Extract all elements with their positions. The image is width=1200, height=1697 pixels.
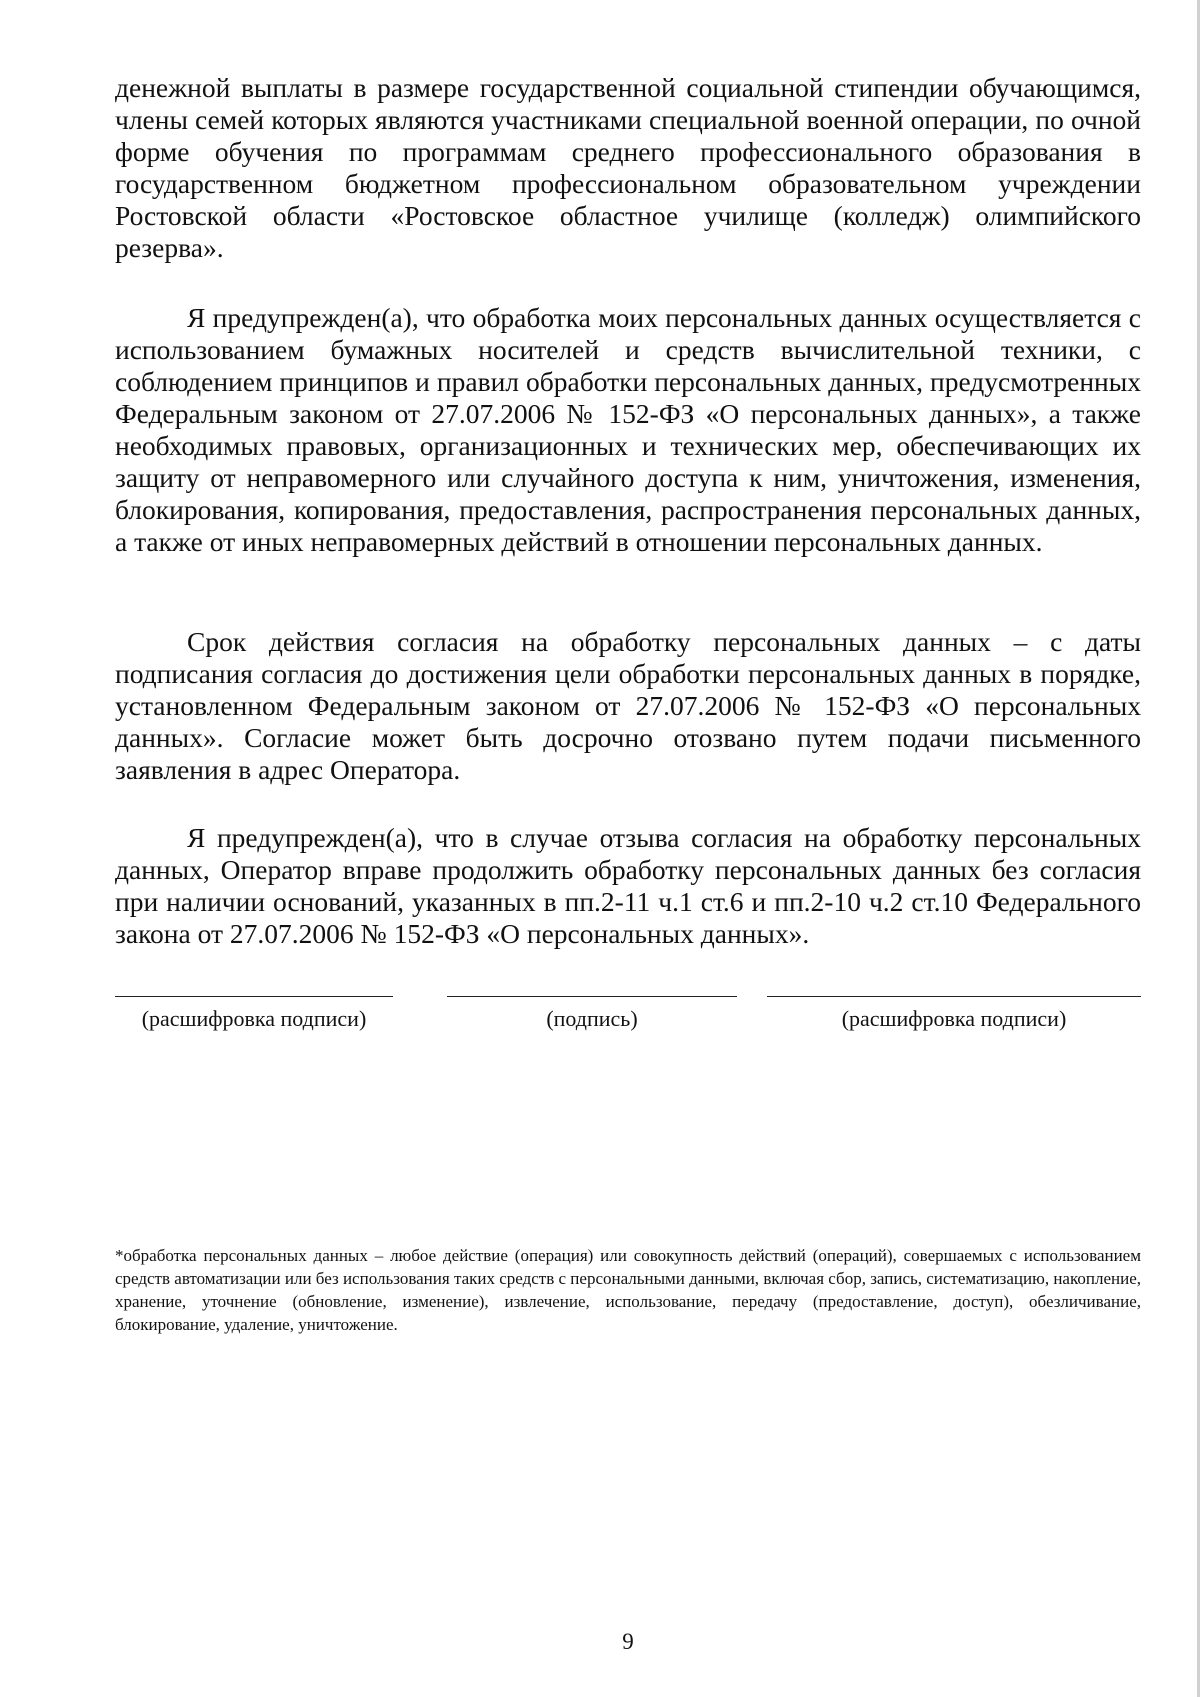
signature-line-middle[interactable] xyxy=(447,996,737,997)
paragraph-withdrawal-notice: Я предупрежден(а), что в случае отзыва согласия на обработку персональных данных, Оператор вправе продолжить обработку персональных данных без согласия при наличии оснований, указанных в пп.2-11 ч.1 ст.6 и пп.2-10 ч.2 ст.10 Федерального закона от 27.07.2006 № 152-ФЗ «О персональных данных». xyxy=(115,822,1141,949)
signature-line-left[interactable] xyxy=(115,996,393,997)
paragraph-processing-notice: Я предупрежден(а), что обработка моих персональных данных осуществляется с использованием бумажных носителей и средств вычислительной техники, с соблюдением принципов и правил обработки персональных данных, предусмотренных Федеральным законом от 27.07.2006 № 152-ФЗ «О персональных данных», а также необходимых правовых, организационных и технических мер, обеспечивающих их защиту от неправомерного или случайного доступа к ним, уничтожения, изменения, блокирования, копирования, предоставления, распространения персональных данных, а также от иных неправомерных действий в отношении персональных данных. xyxy=(115,302,1141,557)
page-number: 9 xyxy=(622,1629,634,1654)
paragraph-consent-term: Срок действия согласия на обработку персональных данных – с даты подписания согласия до достижения цели обработки персональных данных в порядке, установленном Федеральным законом от 27.07.2006 № 152-ФЗ «О персональных данных». Согласие может быть досрочно отозвано путем подачи письменного заявления в адрес Оператора. xyxy=(115,626,1141,785)
signature-caption-left: (расшифровка подписи) xyxy=(141,1006,367,1031)
paragraph-continuation: денежной выплаты в размере государственной социальной стипендии обучающимся, члены семей которых являются участниками специальной военной операции, по очной форме обучения по программам среднего профессионального образования в государственном бюджетном профессиональном образовательном учреждении Ростовской области «Ростовское областное училище (колледж) олимпийского резерва». xyxy=(115,72,1141,263)
signature-line-right[interactable] xyxy=(767,996,1141,997)
footnote: *обработка персональных данных – любое действие (операция) или совокупность действий (операций), совершаемых с использованием средств автоматизации или без использования таких средств с персональными данными, включая сбор, запись, систематизацию, накопление, хранение, уточнение (обновление, изменение), извлечение, использование, передачу (предоставление, доступ), обезличивание, блокирование, удаление, уничтожение. xyxy=(115,1246,1141,1334)
signature-caption-middle: (подпись) xyxy=(546,1006,638,1031)
signature-caption-right: (расшифровка подписи) xyxy=(841,1006,1067,1031)
